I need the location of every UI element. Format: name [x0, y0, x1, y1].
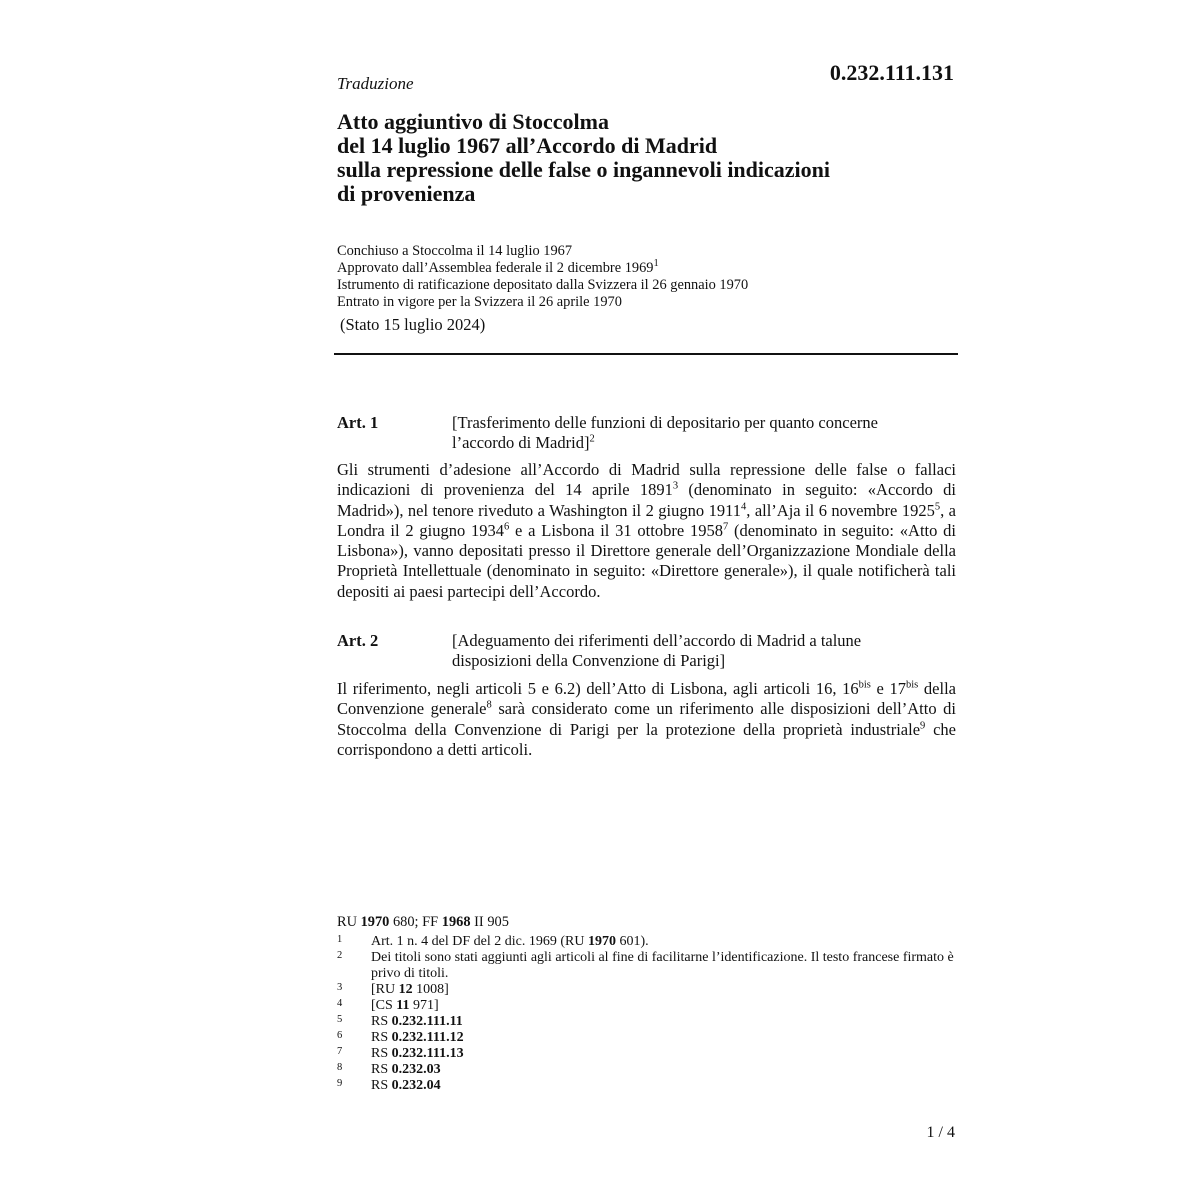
footnote-number: 2 [337, 950, 343, 961]
footnote-number: 4 [337, 998, 343, 1009]
article-2-title [452, 631, 957, 671]
footnote-number: 8 [337, 1062, 343, 1073]
bold-text: 1968 [441, 914, 471, 930]
bold-text: 12 [398, 982, 413, 997]
footnote [337, 1062, 957, 1078]
meta-in-force: Entrato in vigore per la Svizzera il 26 aprile 1970 [337, 294, 622, 310]
meta-ratification: Istrumento di ratificazione depositato dalla Svizzera il 26 gennaio 1970 [337, 277, 749, 293]
status-date: (Stato 15 luglio 2024) [340, 315, 486, 334]
article-1-body: Gli strumenti d’adesione all’Accordo di Madrid sulla repressione delle false o fallaci indicazioni di provenienza del 14 aprile 1891$^3$ (denominato in seguito: «Accordo di Madrid»), nel tenore riveduto a Washington il 2 giugno 1911$^4$, all’Aja il 6 novembre 1925$^5$, a Londra il 2 giugno 1934$^6$ e a Lisbona il 31 ottobre 1958$^7$ (denominato in seguito: «Atto di Lisbona»), vanno depositati presso il Direttore generale dell’Organizzazione Mondiale della Proprietà Intellettuale (denominato in seguito: «Direttore generale»), il quale notificherà tali depositi ai paesi partecipi dell’Accordo. [337, 460, 957, 601]
footnote-ref[interactable]: 4 [740, 501, 747, 513]
article-title-line: [Trasferimento delle funzioni di depositario per quanto concerne [452, 413, 878, 432]
article-1-title [452, 413, 957, 453]
bold-text: 0.232.111.13 [391, 1046, 464, 1061]
footnote-text: RS 0.232.111.12 [371, 1030, 464, 1045]
footnote-text: [CS 11 971] [371, 998, 439, 1013]
article-title-text: l’accordo di Madrid] [452, 433, 590, 452]
page-number: 1 / 4 [926, 1124, 955, 1141]
footnote-text: RS 0.232.04 [371, 1078, 441, 1093]
official-compilation-reference: RU 1970 680; FF 1968 II 905 [337, 914, 509, 930]
footnote-text: Dei titoli sono stati aggiunti agli articoli al fine di facilitarne l’identificazione. Il testo francese firmato è privo di titoli. [371, 950, 954, 981]
footnote-number: 6 [337, 1030, 343, 1041]
footnote [337, 998, 957, 1014]
document-title [337, 110, 957, 206]
footnote-ref[interactable]: bis [906, 679, 919, 691]
document-metadata [337, 243, 957, 311]
footnote [337, 1030, 957, 1046]
footnote-text: RS 0.232.03 [371, 1062, 441, 1077]
article-2-body: Il riferimento, negli articoli 5 e 6.2) dell’Atto di Lisbona, agli articoli 16, $16^{bis}$ e $17^{bis}$ della Convenzione generale$^8$ sarà considerato come un riferimento alle disposizioni dell’Atto di Stoccolma della Convenzione di Parigi per la protezione della proprietà industriale$^9$ che corrispondono a detti articoli. [337, 679, 956, 759]
footnote-ref[interactable]: 1 [653, 258, 659, 270]
bold-text: 0.232.111.12 [391, 1030, 464, 1045]
footnote-ref[interactable]: 9 [920, 720, 926, 732]
footnote-ref[interactable]: 3 [672, 480, 679, 492]
footnote-ref[interactable]: 7 [722, 521, 729, 533]
footnote-number: 3 [337, 982, 343, 993]
header-divider [334, 353, 958, 355]
footnote [337, 982, 957, 998]
footnote [337, 934, 957, 950]
bold-text: 0.232.111.11 [391, 1014, 463, 1029]
footnotes [337, 934, 957, 1094]
bold-text: 0.232.04 [391, 1078, 441, 1093]
footnote [337, 1014, 957, 1030]
meta-concluded: Conchiuso a Stoccolma il 14 luglio 1967 [337, 243, 573, 259]
footnote-ref[interactable]: 5 [934, 501, 941, 513]
footnote-number: 5 [337, 1014, 343, 1025]
footnote-text: [RU 12 1008] [371, 982, 449, 997]
footnote [337, 1046, 957, 1062]
bold-text: 11 [396, 998, 410, 1013]
footnote-ref[interactable]: bis [858, 679, 871, 691]
bold-text: 1970 [587, 934, 616, 949]
translation-label: Traduzione [337, 74, 414, 93]
bold-text: 0.232.03 [391, 1062, 441, 1077]
footnote-text: RS 0.232.111.11 [371, 1014, 463, 1029]
article-title-line: [Adeguamento dei riferimenti dell’accordo di Madrid a talune [452, 631, 862, 650]
bold-text: 1970 [360, 914, 390, 930]
footnote [337, 1078, 957, 1094]
article-2-number: Art. 2 [337, 631, 379, 650]
meta-approved-text: Approvato dall’Assemblea federale il 2 dicembre 1969 [337, 260, 654, 276]
footnote-ref[interactable]: 8 [486, 699, 492, 711]
title-line: del 14 luglio 1967 all’Accordo di Madrid [337, 133, 718, 158]
title-line: di provenienza [337, 181, 476, 206]
footnote-ref[interactable]: 6 [504, 521, 510, 533]
footnote-text: RS 0.232.111.13 [371, 1046, 464, 1061]
document-number: 0.232.111.131 [829, 60, 954, 85]
footnote [337, 950, 957, 982]
title-line: Atto aggiuntivo di Stoccolma [337, 109, 609, 134]
footnote-text: Art. 1 n. 4 del DF del 2 dic. 1969 (RU 1970 601). [371, 934, 649, 949]
meta-approved [337, 260, 957, 277]
footnote-ref[interactable]: 2 [589, 433, 595, 445]
footnote-number: 7 [337, 1046, 343, 1057]
article-title-line [452, 433, 957, 453]
title-line: sulla repressione delle false o ingannevoli indicazioni [337, 157, 831, 182]
footnote-number: 1 [337, 934, 343, 945]
article-title-line: disposizioni della Convenzione di Parigi] [452, 651, 726, 670]
footnote-number: 9 [337, 1078, 343, 1089]
article-1-number: Art. 1 [337, 413, 379, 432]
